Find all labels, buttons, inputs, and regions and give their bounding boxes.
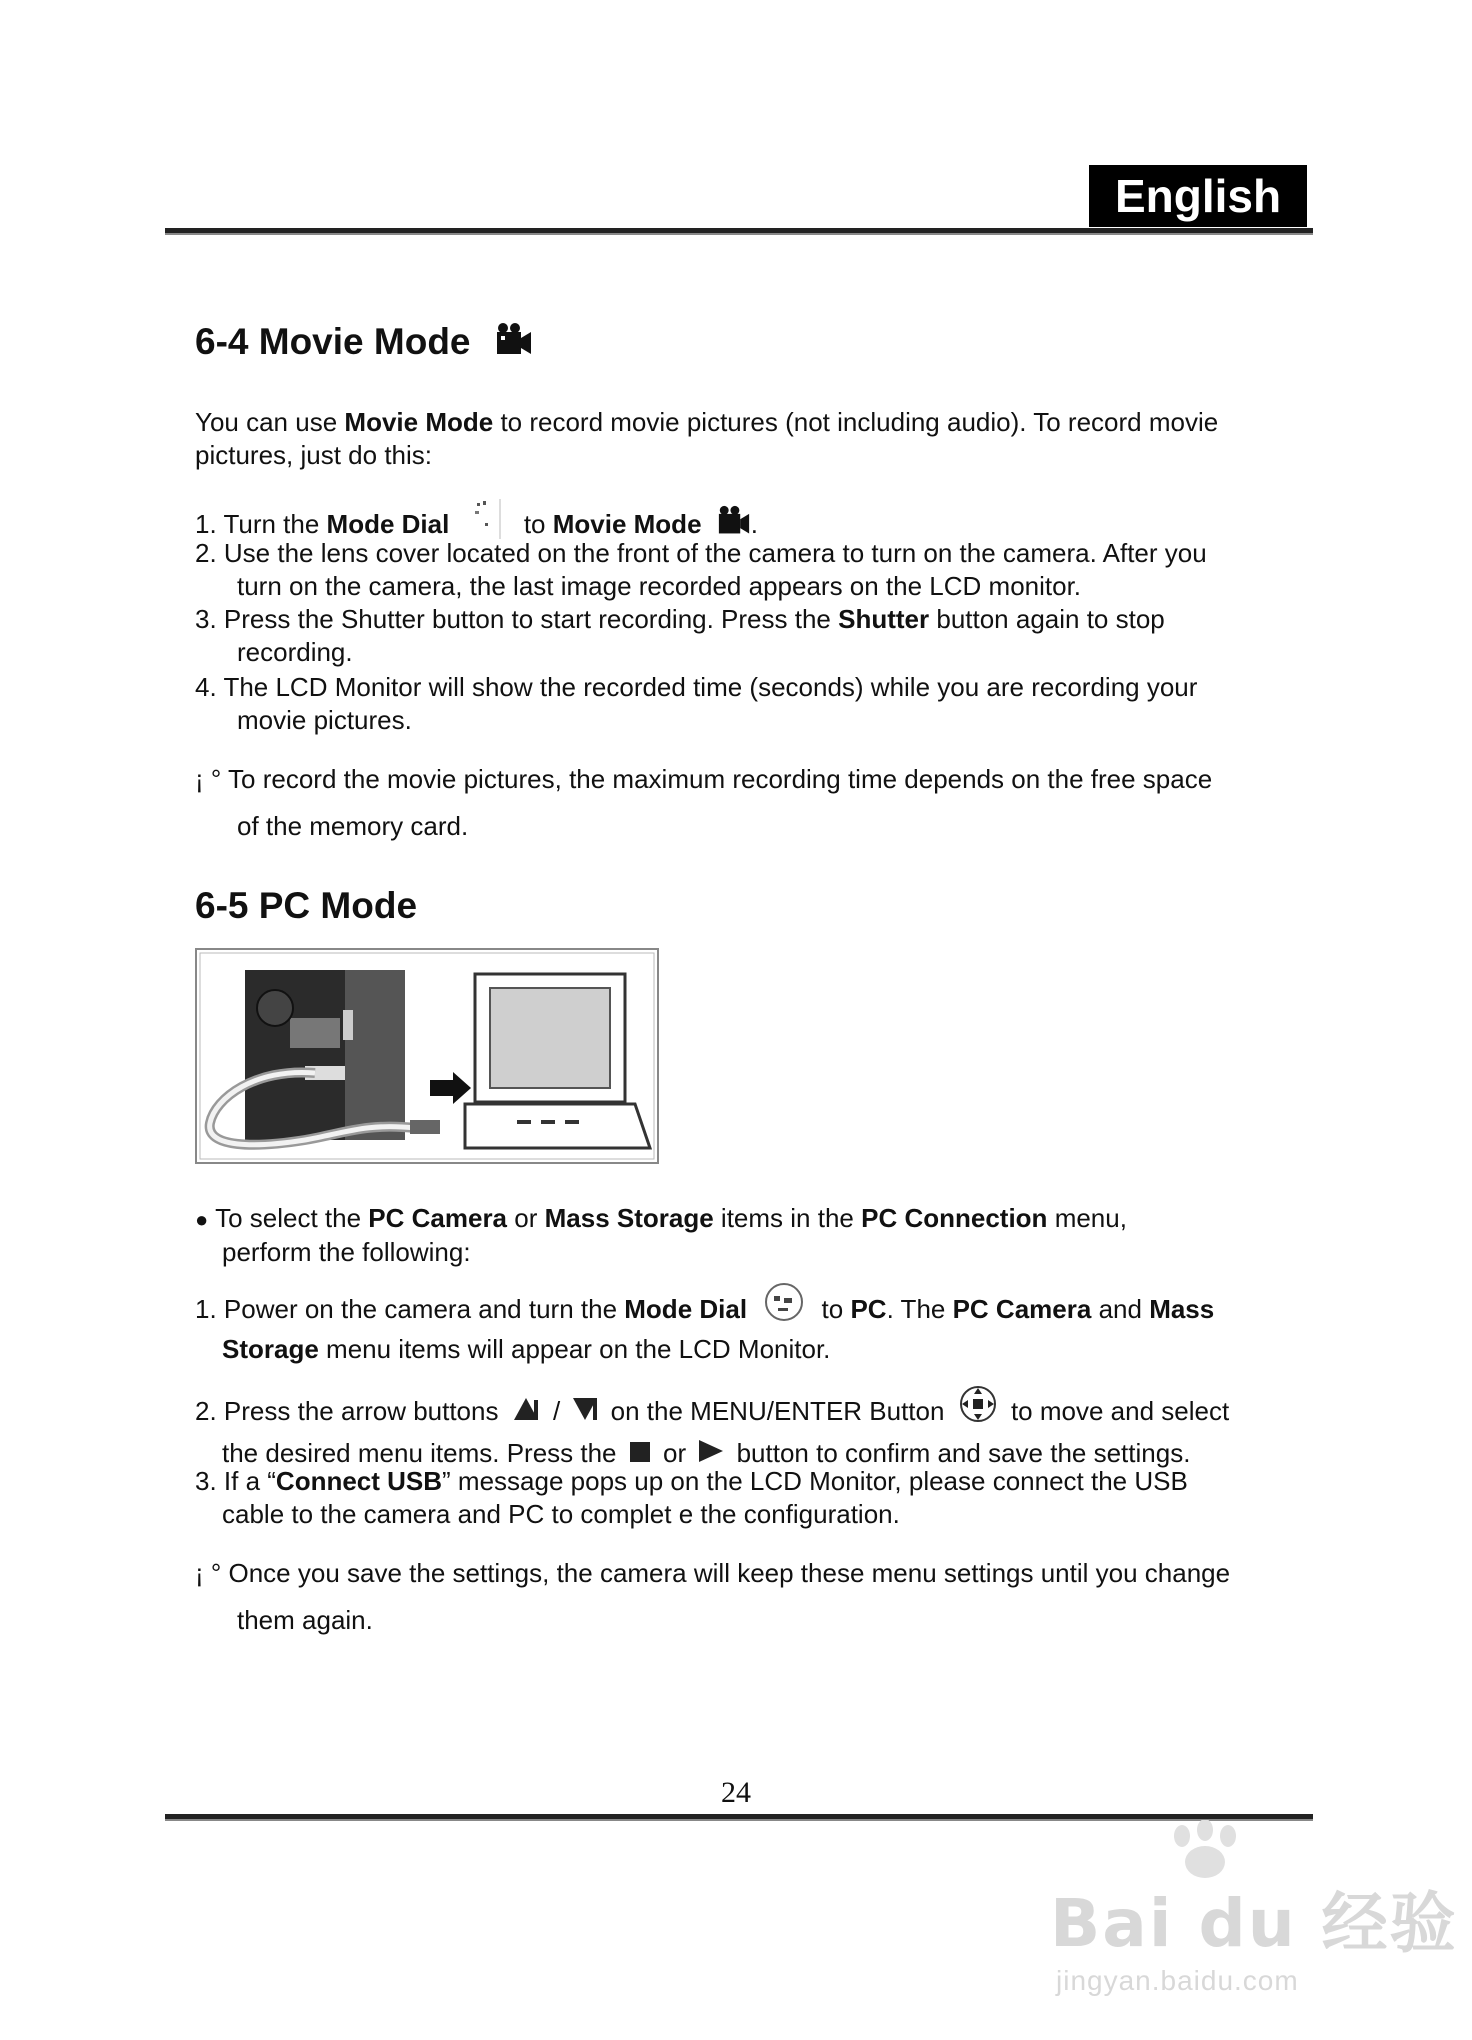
movie-step-1: 1. Turn the Mode Dial to Movie Mode . <box>195 497 1325 543</box>
movie-intro: You can use Movie Mode to record movie pictures (not including audio). To record movie pictures, just do this: <box>195 407 1219 470</box>
pc-step-3: 3. If a “Connect USB” message pops up on the LCD Monitor, please connect the USB cable to the camera and PC to complet e the configuration. <box>195 1466 1188 1529</box>
baidu-watermark <box>1050 1830 1458 1997</box>
mode-dial-pc-icon <box>760 1280 808 1324</box>
footer-rule <box>165 1814 1313 1821</box>
watermark-url: jingyan.baidu.com <box>1056 1965 1299 1996</box>
pc-step-1: 1. Power on the camera and turn the Mode Dial to PC. The PC Camera and Mass Storage menu items will appear on the LCD Monitor. <box>195 1280 1325 1369</box>
menu-enter-button-icon <box>958 1384 998 1424</box>
pc-step-2: 2. Press the arrow buttons / on the MENU/ENTER Button to move and select the desired menu items. Press the or button to confirm and save the settings. <box>195 1384 1325 1474</box>
movie-camera-icon <box>717 505 751 537</box>
movie-mode-heading: 6-4 Movie Mode <box>195 320 533 364</box>
pc-note: ¡ ° Once you save the settings, the camera will keep these menu settings until you change them again. <box>195 1558 1231 1635</box>
page-number: 24 <box>721 1776 751 1809</box>
movie-step-4: 4. The LCD Monitor will show the recorded time (seconds) while you are recording your movie pictures. <box>195 672 1198 735</box>
movie-camera-icon <box>495 322 533 358</box>
header-rule <box>165 228 1313 235</box>
watermark-brand: Bai du 经验 <box>1050 1885 1458 1962</box>
menu-button-icon <box>628 1440 652 1464</box>
pc-intro-bullet: ● To select the PC Camera or Mass Storage items in the PC Connection menu, perform the following: <box>195 1203 1127 1267</box>
computer-illustration <box>465 974 650 1148</box>
movie-step-2: 2. Use the lens cover located on the front of the camera to turn on the camera. After you turn on the camera, the last image recorded appears on the LCD monitor. <box>195 538 1207 601</box>
up-arrow-button-icon <box>512 1396 540 1422</box>
language-tab: English <box>1089 165 1307 227</box>
paw-logo-icon <box>1160 1820 1250 1880</box>
down-arrow-button-icon <box>571 1396 599 1422</box>
bullet-dot: ● <box>195 1207 209 1232</box>
movie-step-3: 3. Press the Shutter button to start recording. Press the Shutter button again to stop recording. <box>195 604 1165 667</box>
movie-note: ¡ ° To record the movie pictures, the maximum recording time depends on the free space of the memory card. <box>195 764 1213 841</box>
right-arrow-button-icon <box>697 1438 725 1464</box>
camera-to-pc-illustration <box>195 948 659 1164</box>
pc-mode-heading: 6-5 PC Mode <box>195 885 418 926</box>
